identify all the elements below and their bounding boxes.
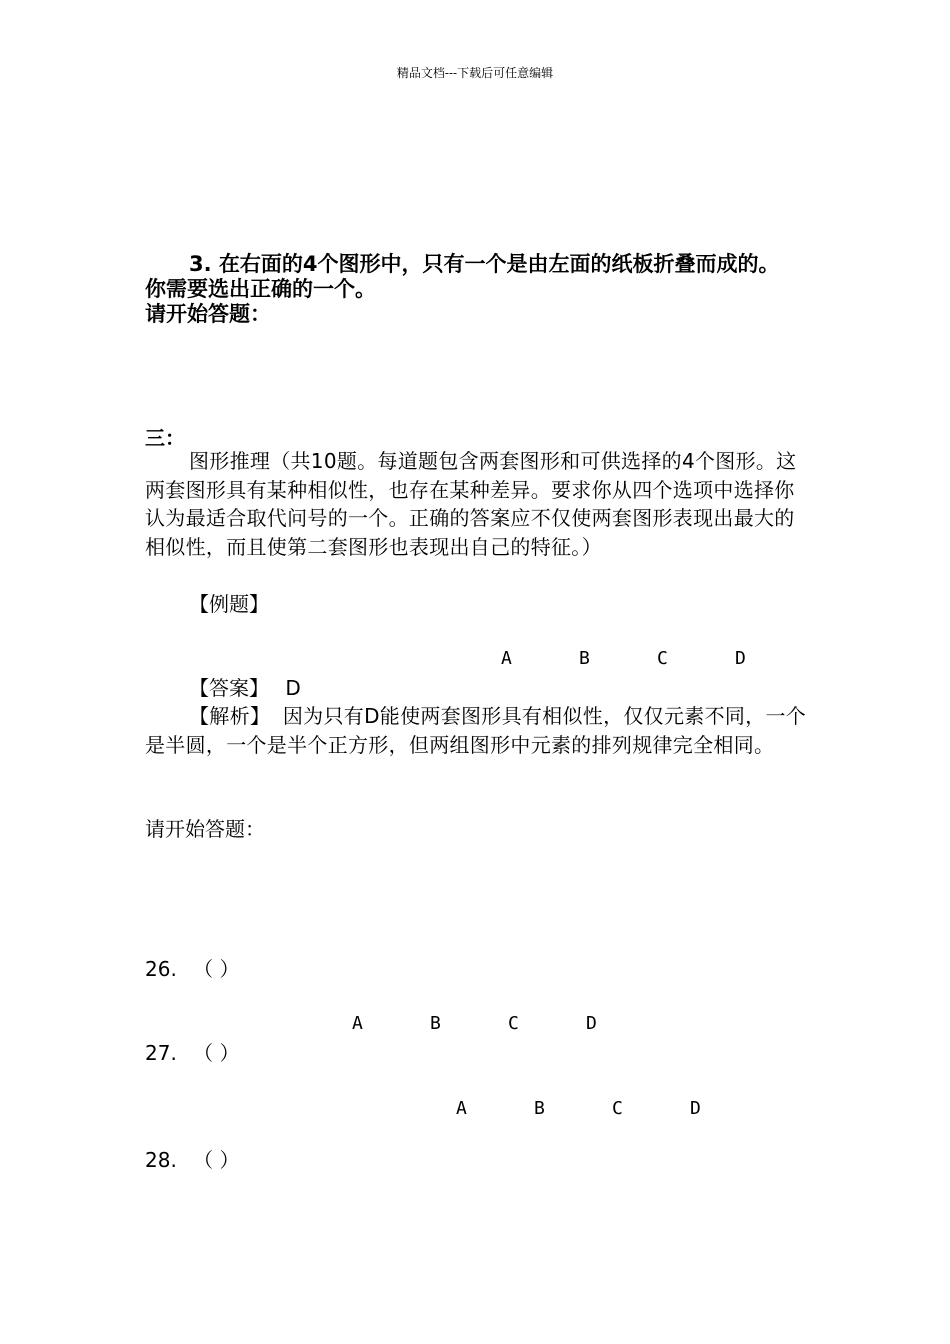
option-d: D [690,1098,701,1119]
option-c: C [612,1098,623,1119]
analysis-block [145,702,810,759]
question-number: 26. [145,957,177,981]
option-a: A [456,1098,467,1119]
question-28 [145,1146,240,1174]
question-27-options [456,1098,768,1119]
page-header: 精品文档---下载后可任意编辑 [396,66,554,80]
answer-blank: （ ） [193,1041,240,1065]
analysis-text: 因为只有D能使两套图形具有相似性，仅仅元素不同，一个是半圆，一个是半个正方形，但两组图形中元素的排列规律完全相同。 [145,704,807,757]
question-26-options [352,1013,664,1034]
question-number: 27. [145,1041,177,1065]
question-27 [145,1039,240,1067]
answer-label: 【答案】 [189,676,269,700]
example-option-b: B [579,648,590,669]
section-3-start: 请开始答题： [145,817,265,841]
example-option-c: C [657,648,668,669]
answer-blank: （ ） [193,1148,240,1172]
question-3-line-1: 3. 在右面的4个图形中，只有一个是由左面的纸板折叠而成的。 [189,252,780,276]
example-options [501,648,813,669]
section-3-title: 三： [145,426,185,450]
answer-blank: （ ） [193,957,240,981]
question-26 [145,955,240,983]
answer-row [189,674,301,702]
question-3-start: 请开始答题： [145,302,271,326]
option-b: B [534,1098,545,1119]
option-b: B [430,1013,441,1034]
option-c: C [508,1013,519,1034]
example-label: 【例题】 [189,592,269,616]
analysis-label: 【解析】 [189,704,271,728]
question-number: 28. [145,1148,177,1172]
option-a: A [352,1013,363,1034]
example-option-a: A [501,648,512,669]
option-d: D [586,1013,597,1034]
answer-value: D [285,676,301,700]
section-3-intro: 图形推理（共10题。每道题包含两套图形和可供选择的4个图形。这两套图形具有某种相似性，也存在某种差异。要求你从四个选项中选择你认为最适合取代问号的一个。正确的答案应不仅使两套图形表现出最大的相似性，而且使第二套图形也表现出自己的特征。） [145,449,797,559]
example-option-d: D [735,648,746,669]
question-3-line-2: 你需要选出正确的一个。 [145,277,376,301]
